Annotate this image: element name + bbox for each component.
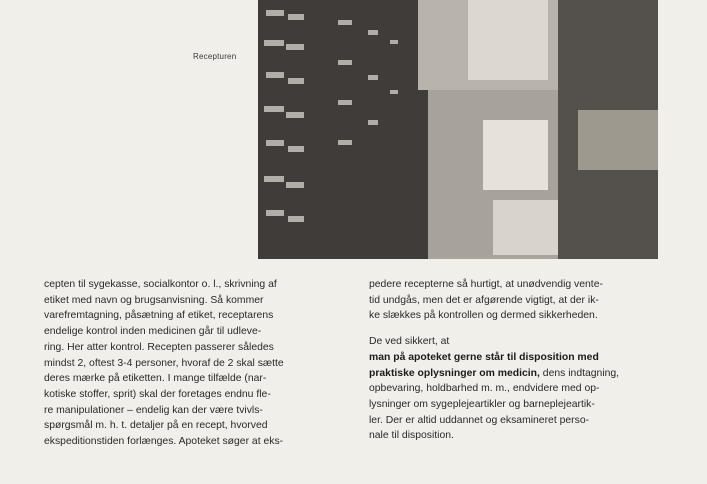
text-line: ler. Der er altid uddannet og eksamineret perso- [369, 414, 590, 426]
text-line: spørgsmål m. h. t. detaljer på en recept, hvorved [44, 420, 268, 432]
right-text-column [369, 277, 661, 444]
text-line: varefremtagning, påsætning af etiket, receptarens [44, 310, 274, 322]
left-text-column [44, 277, 336, 450]
text-line: ring. Her atter kontrol. Recepten passerer således [44, 341, 274, 353]
text-line: nale til disposition. [369, 430, 454, 442]
text-line: lysninger om sygeplejeartikler og barneplejeartik- [369, 398, 595, 410]
text-line [369, 350, 661, 366]
text-line: opbevaring, holdbarhed m. m., endvidere med op- [369, 383, 600, 395]
text-line: cepten til sygekasse, socialkontor o. l., skrivning af [44, 279, 277, 290]
emphasis-text: man på apoteket gerne står til disposition med [369, 351, 599, 363]
text-line: tid undgås, men det er afgørende vigtigt, at der ik- [369, 294, 599, 306]
text-line: ke slækkes på kontrollen og dermed sikkerheden. [369, 310, 598, 322]
text-line: De ved sikkert, at [369, 336, 450, 348]
photo-caption: Recepturen [193, 52, 237, 61]
text-line: re manipulationer – endelig kan der være tvivls- [44, 404, 263, 416]
text-span: dens indtagning, [539, 367, 620, 379]
text-line: ekspeditionstiden forlænges. Apoteket søger at eks- [44, 436, 284, 448]
text-line [369, 366, 661, 382]
text-line: endelige kontrol inden medicinen går til udleve- [44, 326, 262, 338]
text-line: mindst 2, oftest 3-4 personer, hvoraf de 2 skal sætte [44, 357, 284, 369]
paragraph-gap [369, 324, 661, 334]
text-line: deres mærke på etiketten. I mange tilfælde (nar- [44, 373, 267, 385]
emphasis-text: praktiske oplysninger om medicin, [369, 367, 540, 379]
text-line: pedere recepterne så hurtigt, at unødvendig vente- [369, 279, 603, 290]
text-line: etiket med navn og brugsanvisning. Så kommer [44, 294, 264, 306]
text-line: kotiske stoffer, sprit) skal der foretages endnu fle- [44, 388, 271, 400]
pharmacy-dispensary-photo [258, 0, 658, 259]
